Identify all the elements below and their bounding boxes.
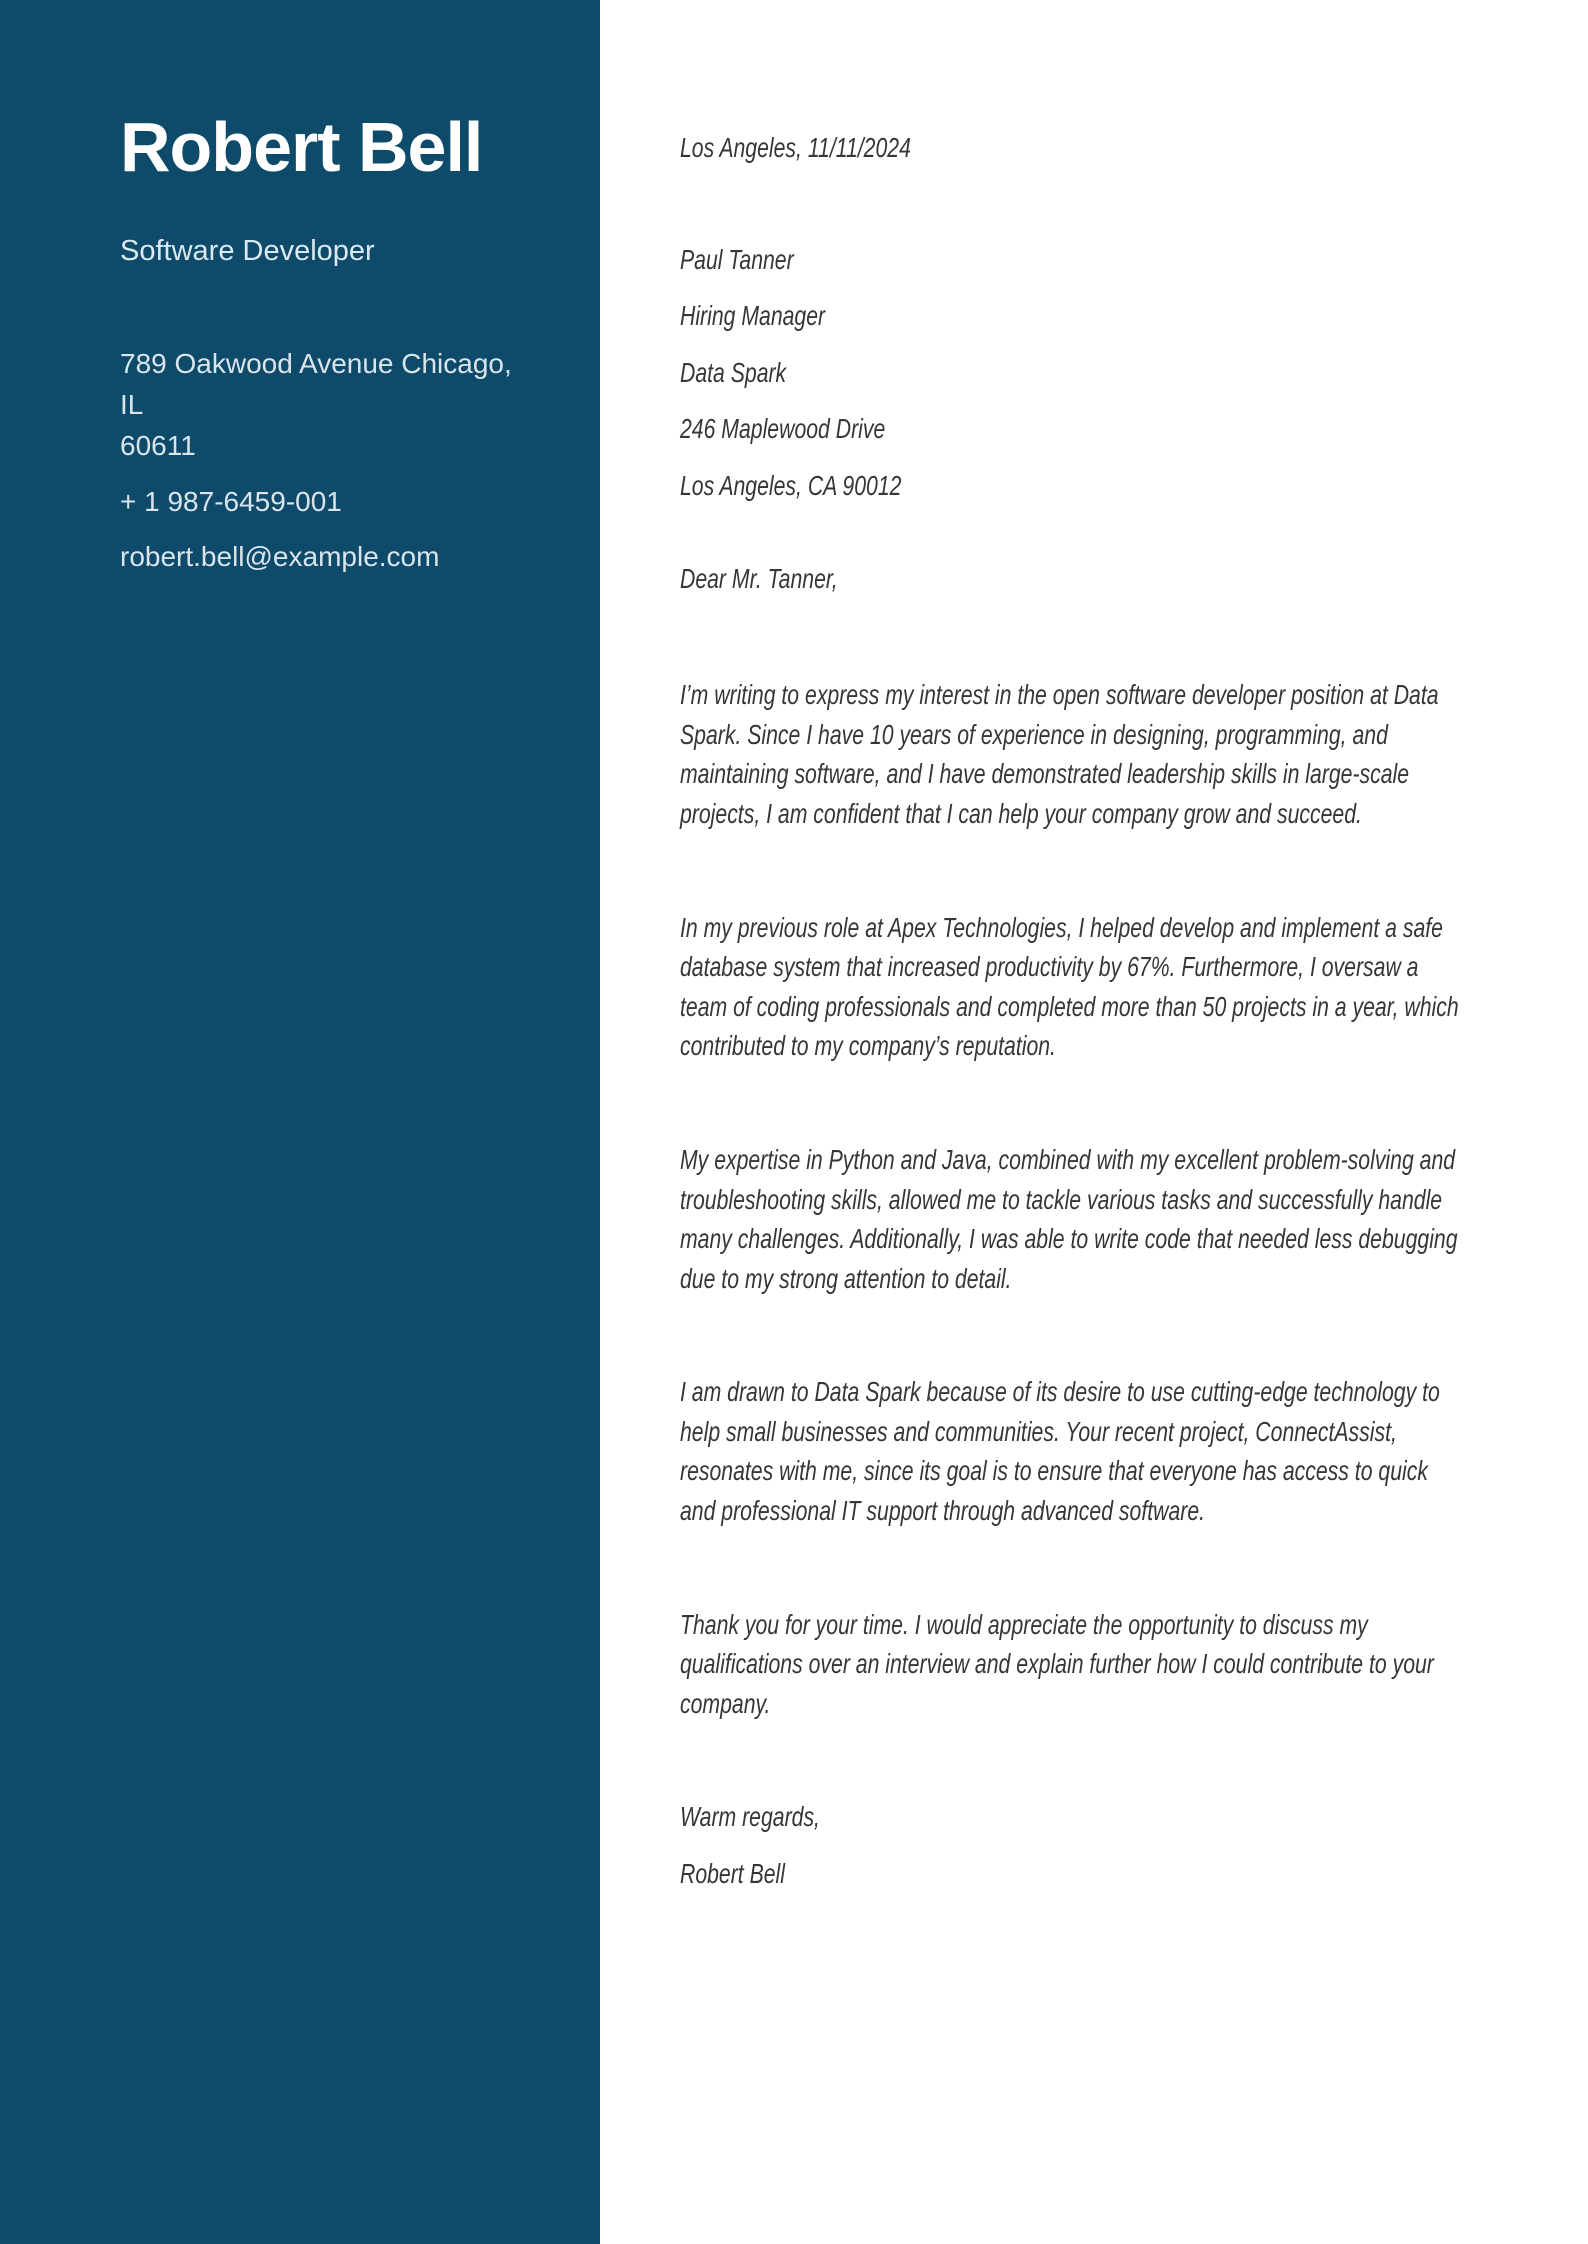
signature-name: Robert Bell xyxy=(680,1858,785,1890)
date-line: Los Angeles, 11/11/2024 xyxy=(680,132,911,163)
candidate-name: Robert Bell xyxy=(120,108,483,186)
contact-block xyxy=(120,343,530,577)
recipient-street: 246 Maplewood Drive xyxy=(680,413,886,445)
letter-paragraph: Thank you for your time. I would appreciate the opportunity to discuss my qualifications over an interview and explain further how I could contribute to your company. xyxy=(680,1608,1434,1719)
recipient-name: Paul Tanner xyxy=(680,243,794,275)
contact-email: robert.bell@example.com xyxy=(120,541,440,572)
recipient-role: Hiring Manager xyxy=(680,300,826,332)
letter-paragraph: I’m writing to express my interest in the open software developer position at Data Spark. Since I have 10 years of experience in designing, programming, and maintaining software, and I have demonstrated leadership skills in large-scale projects, I am confident that I can help your company grow and succeed. xyxy=(680,679,1439,829)
salutation: Dear Mr. Tanner, xyxy=(680,562,838,594)
sidebar xyxy=(0,0,600,2244)
contact-address xyxy=(120,343,530,466)
letter-paragraph: I am drawn to Data Spark because of its desire to use cutting-edge technology to help small businesses and communities. Your recent project, ConnectAssist, resonates with me, since its goal is to ensure that everyone has access to quick and professional IT support through advanced software. xyxy=(680,1376,1440,1527)
recipient-company: Data Spark xyxy=(680,356,787,388)
letter-body xyxy=(680,0,1468,1894)
contact-address-line: 60611 xyxy=(120,430,196,461)
letter-paragraph: In my previous role at Apex Technologies, I helped develop and implement a safe database system that increased productivity by 67%. Furthermore, I oversaw a team of coding professionals and completed more than 50 projects in a year, which contributed to my company’s reputation. xyxy=(680,911,1459,1062)
letter-paragraph: My expertise in Python and Java, combined with my excellent problem-solving and troubleshooting skills, allowed me to tackle various tasks and successfully handle many challenges. Additionally, I was able to write code that needed less debugging due to my strong attention to detail. xyxy=(680,1143,1458,1294)
contact-address-line: 789 Oakwood Avenue Chicago, IL xyxy=(120,348,512,420)
recipient-city: Los Angeles, CA 90012 xyxy=(680,469,902,501)
closing: Warm regards, xyxy=(680,1801,820,1833)
recipient-block xyxy=(680,240,1468,506)
job-title: Software Developer xyxy=(120,235,375,267)
contact-phone: + 1 987-6459-001 xyxy=(120,486,342,517)
